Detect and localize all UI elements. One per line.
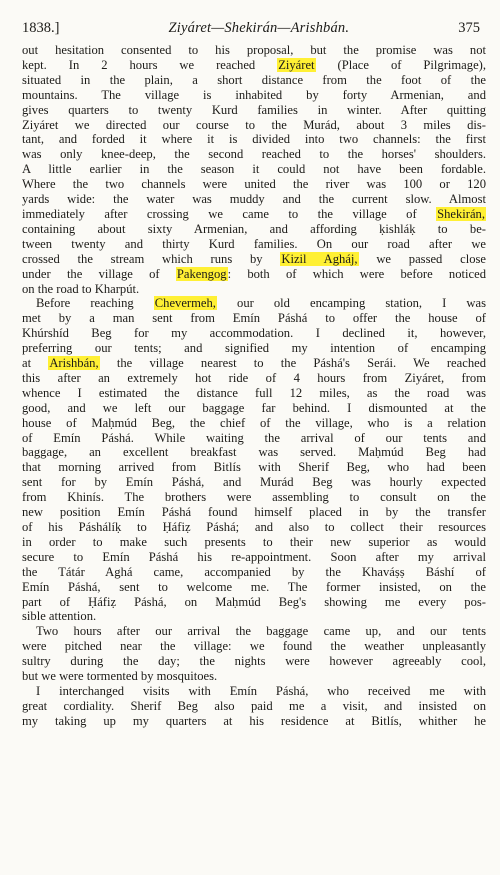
text-segment: the Tátár Aghá came, accompanied by the Khaváṣṣ Báshí of bbox=[22, 564, 486, 579]
text-line bbox=[22, 550, 486, 565]
text-line bbox=[22, 624, 486, 639]
text-line bbox=[22, 416, 486, 431]
text-line bbox=[22, 103, 486, 118]
text-line bbox=[22, 639, 486, 654]
text-segment: from Khinís. The brothers were assembling to consult on the bbox=[22, 490, 486, 505]
text-segment: of his Páshálíḳ to Ḥáfiẓ Páshá; and also to collect their resources bbox=[22, 520, 486, 534]
text-line bbox=[22, 654, 486, 669]
text-segment: this after an extremely hot ride of 4 hours from Ziyáret, from bbox=[22, 370, 486, 385]
text-line bbox=[22, 147, 486, 162]
text-line bbox=[22, 237, 486, 252]
text-segment: Where the two channels were united the river was 100 or 120 bbox=[22, 177, 486, 192]
header-year: 1838.] bbox=[22, 20, 60, 36]
text-segment: Two hours after our arrival the baggage came up, and our tents bbox=[36, 624, 486, 639]
text-line bbox=[22, 88, 486, 103]
text-segment: Emín Páshá, sent to welcome me. The former insisted, on the bbox=[22, 579, 486, 594]
page-number: 375 bbox=[458, 20, 480, 36]
text-segment: containing about sixty Armenian, and affording ḳishláḳ to be- bbox=[22, 221, 486, 236]
text-segment: out hesitation consented to his proposal, but the promise was not bbox=[22, 43, 486, 57]
text-line bbox=[22, 699, 486, 714]
highlighted-place-name: Ziyáret bbox=[278, 57, 315, 72]
text-segment: our old encamping station, I was bbox=[216, 296, 486, 311]
text-line bbox=[22, 475, 486, 490]
text-segment: in order to make such presents to their new superior as would bbox=[22, 534, 486, 549]
text-segment: my taking up my quarters at his residence at Bitlís, whither he bbox=[22, 713, 486, 728]
text-segment: that morning arrived from Bitlís with Sherif Beg, who had been bbox=[22, 460, 486, 475]
highlighted-place-name: Kizil Agháj, bbox=[281, 251, 358, 266]
text-segment: sultry during the day; the nights were however agreeably cool, bbox=[22, 654, 486, 669]
text-line bbox=[22, 431, 486, 446]
text-line bbox=[22, 460, 486, 475]
text-line bbox=[22, 356, 486, 371]
text-line bbox=[22, 252, 486, 267]
text-segment: I interchanged visits with Emín Páshá, who received me with bbox=[36, 683, 486, 698]
text-line bbox=[22, 326, 486, 341]
body-text bbox=[22, 43, 486, 729]
text-segment: : both of which were before noticed bbox=[227, 266, 486, 281]
text-segment: tant, and forded it where it is divided into two channels: the first bbox=[22, 132, 486, 147]
text-line bbox=[22, 565, 486, 580]
highlighted-place-name: Shekirán, bbox=[437, 206, 485, 221]
running-header bbox=[22, 20, 486, 37]
text-line bbox=[22, 341, 486, 356]
text-segment: immediately after crossing we came to the village of bbox=[22, 206, 437, 221]
text-segment: sible attention. bbox=[22, 609, 97, 624]
text-line bbox=[22, 371, 486, 386]
text-line bbox=[22, 490, 486, 505]
highlighted-place-name: Pakengog bbox=[176, 266, 227, 281]
text-line bbox=[22, 177, 486, 192]
text-line bbox=[22, 669, 486, 684]
text-segment: gives quarters to twenty Kurd families in winter. After quitting bbox=[22, 102, 486, 117]
text-line bbox=[22, 684, 486, 699]
text-segment: mountains. The village is inhabited by forty Armenian, and bbox=[22, 87, 486, 102]
text-segment: secure to Emín Páshá his re-appointment. Soon after my arrival bbox=[22, 549, 486, 564]
text-line bbox=[22, 282, 486, 297]
text-segment: new position Emín Páshá found himself placed in by the transfer bbox=[22, 505, 486, 520]
text-line bbox=[22, 401, 486, 416]
text-segment: house of Maḥmúd Beg, the chief of the village, who is a relation bbox=[22, 415, 486, 430]
text-line bbox=[22, 132, 486, 147]
text-line bbox=[22, 73, 486, 88]
text-segment: whence I estimated the distance full 12 miles, as the road was bbox=[22, 385, 486, 400]
text-segment: (Place of Pilgrimage), bbox=[315, 57, 486, 72]
text-line bbox=[22, 118, 486, 133]
text-line bbox=[22, 520, 486, 535]
text-segment: baggage, an excellent breakfast was served. Maḥmúd Beg had bbox=[22, 445, 486, 460]
text-segment: of Emín Páshá. While waiting the arrival of our tents and bbox=[22, 430, 486, 445]
text-segment: at bbox=[22, 356, 49, 371]
text-line bbox=[22, 267, 486, 282]
running-title: Ziyáret—Shekirán—Arishbán. bbox=[168, 20, 350, 36]
highlighted-place-name: Chevermeh, bbox=[154, 296, 216, 311]
text-line bbox=[22, 445, 486, 460]
text-segment: tween twenty and thirty Kurd families. On our road after we bbox=[22, 236, 486, 251]
text-line bbox=[22, 311, 486, 326]
text-line bbox=[22, 58, 486, 73]
text-segment: preferring our tents; and signified my intention of encamping bbox=[22, 341, 486, 356]
text-line bbox=[22, 595, 486, 610]
text-segment: was only knee-deep, the second reached to the horses' shoulders. bbox=[22, 147, 486, 162]
text-segment: were pitched near the village: we found the weather unpleasantly bbox=[22, 639, 486, 654]
text-segment: part of Ḥáfiẓ Páshá, on Maḥmúd Beg's showing me every pos- bbox=[22, 594, 486, 609]
text-segment: kept. In 2 hours we reached bbox=[22, 57, 278, 72]
text-line bbox=[22, 296, 486, 311]
text-segment: sent for by Emín Páshá, and Murád Beg was hourly expected bbox=[22, 475, 486, 490]
text-segment: met by a man sent from Emín Páshá to offer the house of bbox=[22, 311, 486, 326]
text-segment: but we were tormented by mosquitoes. bbox=[22, 669, 218, 684]
text-segment: good, and we left our baggage far behind. I dismounted at the bbox=[22, 400, 486, 415]
text-segment: on the road to Kharpút. bbox=[22, 281, 140, 296]
text-line bbox=[22, 580, 486, 595]
text-segment: A little earlier in the season it could not have been fordable. bbox=[22, 162, 486, 177]
text-line bbox=[22, 192, 486, 207]
text-segment: Khúrshíd Beg for my accommodation. I declined it, however, bbox=[22, 326, 486, 341]
text-line bbox=[22, 505, 486, 520]
text-segment: we passed close bbox=[358, 251, 486, 266]
text-segment: great cordiality. Sherif Beg also paid me a visit, and insisted on bbox=[22, 698, 486, 713]
text-line bbox=[22, 222, 486, 237]
text-segment: crossed the stream which runs by bbox=[22, 251, 281, 266]
text-segment: Ziyáret we directed our course to the Murád, about 3 miles dis- bbox=[22, 117, 486, 132]
text-segment: yards wide: the water was muddy and the current slow. Almost bbox=[22, 192, 486, 207]
text-line bbox=[22, 43, 486, 58]
text-segment: situated in the plain, a short distance from the foot of the bbox=[22, 72, 486, 87]
text-segment: Before reaching bbox=[36, 296, 154, 311]
text-line bbox=[22, 535, 486, 550]
text-segment: the village nearest to the Páshá's Serái. We reached bbox=[99, 356, 486, 371]
text-line bbox=[22, 714, 486, 729]
text-line bbox=[22, 207, 486, 222]
text-segment: under the village of bbox=[22, 266, 176, 281]
text-line bbox=[22, 386, 486, 401]
highlighted-place-name: Arishbán, bbox=[49, 356, 99, 371]
text-line bbox=[22, 609, 486, 624]
text-line bbox=[22, 162, 486, 177]
